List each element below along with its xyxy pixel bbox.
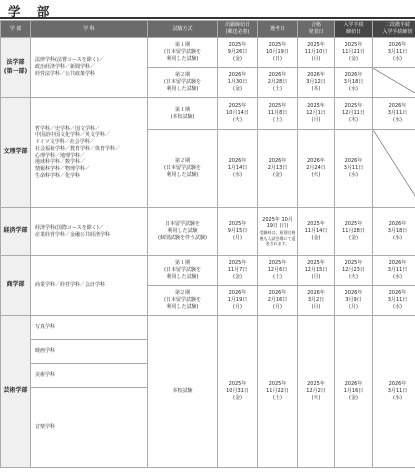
subject-cell: 哲学科／史学科／国文学科／ 中国語中国文化学科／英文学科／ ドイツ文学科／社会学科／ 社会福祉学科／教育学科／体育学科／ 心理学科／地理学科／ 地球科学科／数学科／ 情報科学科／物理学科／ 生命科学科／化学科	[31, 98, 148, 208]
method-cell: 第１期 (日本留学試験を 利用した試験)	[148, 38, 218, 68]
not-applicable-cell	[373, 68, 415, 98]
date-cell: 2025年 11月22日 (土)	[258, 316, 298, 468]
date-cell: 2026年 3月9日 (月)	[335, 286, 373, 316]
date-cell: 2025年 11月28日 (金)	[335, 208, 373, 256]
subject-cell: 美術学科	[31, 364, 148, 388]
col-header-app-deadline: 出願締切日 (郵送必着)	[218, 21, 258, 38]
col-header-method: 試験方式	[148, 21, 218, 38]
page-title: 学 部	[8, 4, 56, 19]
date-cell: 2025年 12月23日 (火)	[335, 256, 373, 286]
date-cell: 2026年 3月11日 (水)	[335, 130, 373, 208]
date-cell: 2025年 11月8日 (土)	[258, 98, 298, 130]
dept-cell: 経済学部	[1, 208, 31, 256]
page-header	[0, 0, 415, 20]
date-cell: 2025年 11月7日 (金)	[218, 256, 258, 286]
dept-cell: 芸術学部	[1, 316, 31, 468]
method-cell: 日本留学試験を 利用した試験 (個別試験を伴う試験)	[148, 208, 218, 256]
date-cell: 2026年 3月11日 (水)	[373, 38, 415, 68]
date-cell: 2025年 12月2日 (火)	[298, 316, 335, 468]
method-cell: 本校試験	[148, 316, 218, 468]
date-cell: 2025年 11月10日 (月)	[298, 38, 335, 68]
method-cell: 第２期 (日本留学試験を 利用した試験)	[148, 286, 218, 316]
date-cell: 2026年 3月11日 (水)	[373, 98, 415, 130]
method-cell: 第２期 (日本留学試験を 利用した試験)	[148, 68, 218, 98]
not-applicable-cell	[373, 130, 415, 208]
dept-cell: 商学部	[1, 256, 31, 316]
dept-cell: 法学部 (第一部)	[1, 38, 31, 98]
date-cell: 2025年 10月19日 (日)	[258, 38, 298, 68]
table-row	[1, 98, 415, 130]
subject-cell: 音楽学科	[31, 388, 148, 468]
col-header-dept: 学 部	[1, 21, 31, 38]
date-cell: 2026年 3月11日 (水)	[373, 316, 415, 468]
table-row	[1, 256, 415, 286]
date-cell: 2026年 1月14日 (水)	[218, 130, 258, 208]
date-cell: 2025年 9月26日 (金)	[218, 38, 258, 68]
method-cell: 第１期 (日本留学試験を 利用した試験)	[148, 256, 218, 286]
col-header-second-deadline: 二段階手続 入学手続締切	[373, 21, 415, 38]
date-cell: 2026年 3月12日 (木)	[298, 68, 335, 98]
admission-schedule-table	[0, 20, 415, 468]
date-cell: 2025年 12月1日 (月)	[298, 98, 335, 130]
date-cell: 2026年 3月11日 (水)	[373, 286, 415, 316]
date-cell: 2025年 11月14日 (金)	[298, 208, 335, 256]
date-cell: 2025年 10月14日 (火)	[218, 98, 258, 130]
subject-cell: 法律学科(法曹コースを除く)／ 政治経済学科／新聞学科／ 経営法学科／公共政策学科	[31, 38, 148, 98]
date-cell: 2026年 1月16日 (金)	[335, 316, 373, 468]
date-cell: 2026年 2月16日 (月)	[258, 286, 298, 316]
col-header-exam-day: 選考日	[258, 21, 298, 38]
table-row	[1, 38, 415, 68]
exam-cell	[258, 208, 298, 256]
date-cell: 2026年 3月11日 (水)	[373, 256, 415, 286]
date-cell: 2026年 1月19日 (月)	[218, 286, 258, 316]
header-row	[1, 21, 415, 38]
method-cell: 第１期 (本校試験)	[148, 98, 218, 130]
date-cell: 2026年 1月30日 (金)	[218, 68, 258, 98]
date-cell: 2025年 11月21日 (金)	[335, 38, 373, 68]
date-cell: 2025年 12月11日 (木)	[335, 98, 373, 130]
table-row	[1, 316, 415, 340]
subject-cell: 映画学科	[31, 340, 148, 364]
subject-cell: 経済学科(国際コースを除く)／ 産業経営学科／金融公共経済学科	[31, 208, 148, 256]
date-cell: 2026年 3月2日 (月)	[298, 286, 335, 316]
date-cell: 2026年 3月18日 (水)	[335, 68, 373, 98]
date-text: 2025年 10月19日 (日)	[262, 216, 293, 230]
subject-cell: 商業学科／経営学科／会計学科	[31, 256, 148, 316]
date-cell: 2025年 12月6日 (土)	[258, 256, 298, 286]
date-cell: 2026年 3月18日 (水)	[373, 208, 415, 256]
method-cell: 第２期 (日本留学試験を 利用した試験)	[148, 130, 218, 208]
subject-cell: 写真学科	[31, 316, 148, 340]
col-header-fee-deadline: 入学手続 締切日	[335, 21, 373, 38]
table-row	[1, 208, 415, 256]
date-cell: 2026年 2月24日 (火)	[298, 130, 335, 208]
date-cell: 2025年 9月15日 (月)	[218, 208, 258, 256]
col-header-result: 合格 発表日	[298, 21, 335, 38]
col-header-subject: 学 科	[31, 21, 148, 38]
date-cell: 2026年 2月28日 (土)	[258, 68, 298, 98]
exam-note: 受験料は、原則合格後も入試会場にて返金されます。	[259, 230, 296, 246]
date-cell: 2025年 12月15日 (月)	[298, 256, 335, 286]
date-cell: 2025年 10月31日 (金)	[218, 316, 258, 468]
dept-cell: 文理学部	[1, 98, 31, 208]
date-cell: 2026年 2月13日 (金)	[258, 130, 298, 208]
